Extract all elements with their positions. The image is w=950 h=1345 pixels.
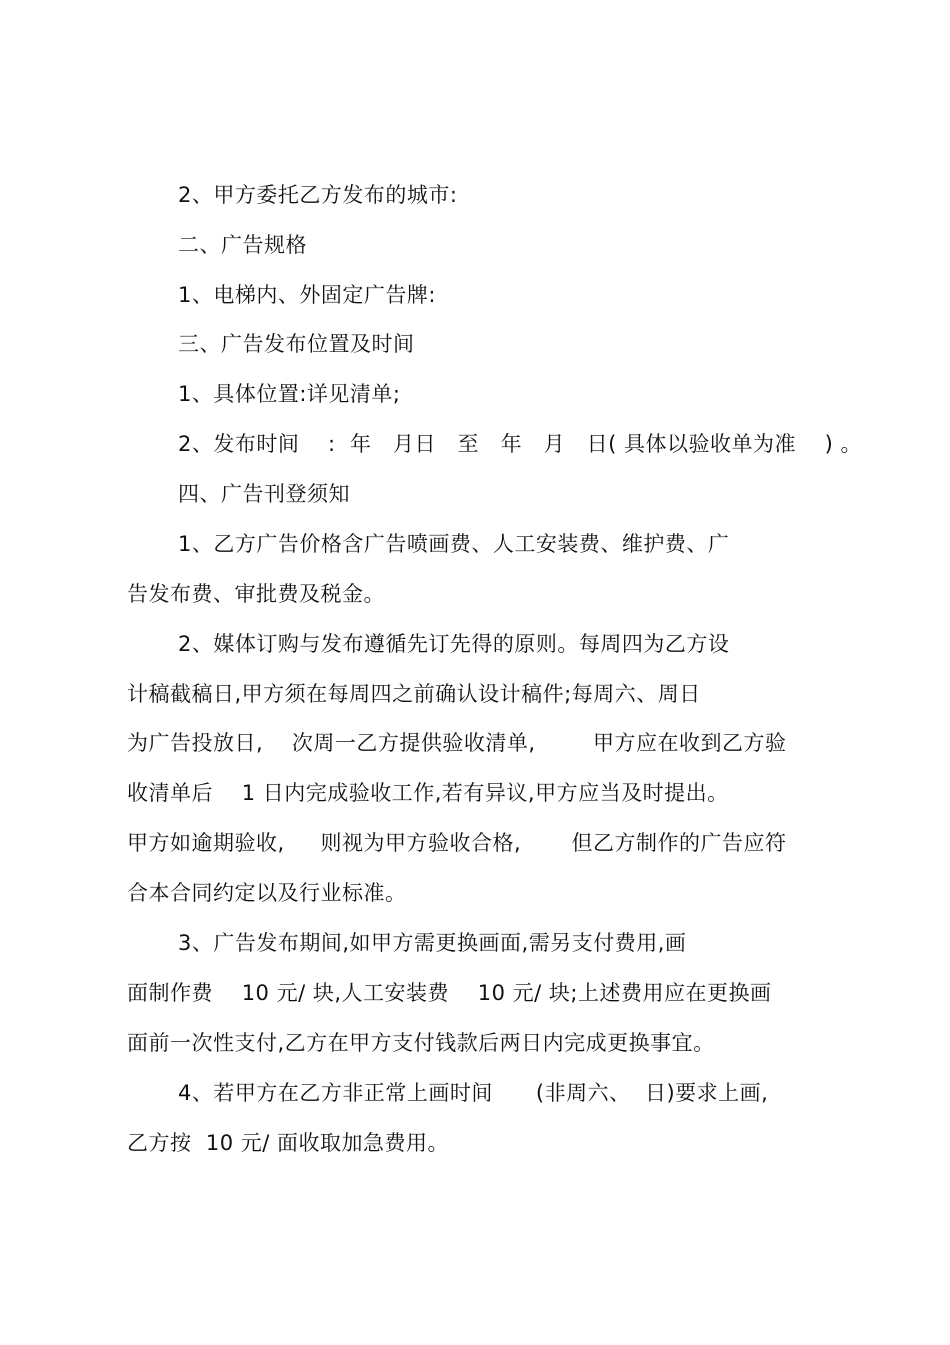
- paragraph-1-line-1: 1、乙方广告价格含广告喷画费、人工安装费、维护费、广: [178, 532, 730, 556]
- paragraph-2-line-2: 计稿截稿日,甲方须在每周四之前确认设计稿件;每周六、周日: [127, 682, 701, 706]
- paragraph-2-line-1: 2、媒体订购与发布遵循先订先得的原则。每周四为乙方设: [178, 632, 730, 656]
- paragraph-1-line-2: 告发布费、审批费及税金。: [127, 582, 385, 606]
- section-heading-notice: 四、广告刊登须知: [178, 482, 350, 506]
- paragraph-2-line-4: 收清单后 1 日内完成验收工作,若有异议,甲方应当及时提出。: [127, 781, 729, 805]
- clause-publish-time: 2、发布时间 : 年 月日 至 年 月 日( 具体以验收单为准 ) 。: [178, 432, 863, 456]
- paragraph-3-line-3: 面前一次性支付,乙方在甲方支付钱款后两日内完成更换事宜。: [127, 1031, 715, 1055]
- paragraph-2-line-5: 甲方如逾期验收, 则视为甲方验收合格, 但乙方制作的广告应符: [127, 831, 787, 855]
- paragraph-3-line-2: 面制作费 10 元/ 块,人工安装费 10 元/ 块;上述费用应在更换画: [127, 981, 772, 1005]
- paragraph-4-line-1: 4、若甲方在乙方非正常上画时间 (非周六、 日)要求上画,: [178, 1081, 769, 1105]
- paragraph-3-line-1: 3、广告发布期间,如甲方需更换画面,需另支付费用,画: [178, 931, 687, 955]
- section-heading-position-time: 三、广告发布位置及时间: [178, 332, 415, 356]
- paragraph-2-line-3: 为广告投放日, 次周一乙方提供验收清单, 甲方应在收到乙方验: [127, 731, 787, 755]
- clause-city: 2、甲方委托乙方发布的城市:: [178, 183, 458, 207]
- paragraph-2-line-6: 合本合同约定以及行业标准。: [127, 881, 407, 905]
- clause-position: 1、具体位置:详见清单;: [178, 382, 401, 406]
- clause-elevator-billboard: 1、电梯内、外固定广告牌:: [178, 283, 436, 307]
- section-heading-ad-spec: 二、广告规格: [178, 233, 307, 257]
- paragraph-4-line-2: 乙方按 10 元/ 面收取加急费用。: [127, 1131, 449, 1155]
